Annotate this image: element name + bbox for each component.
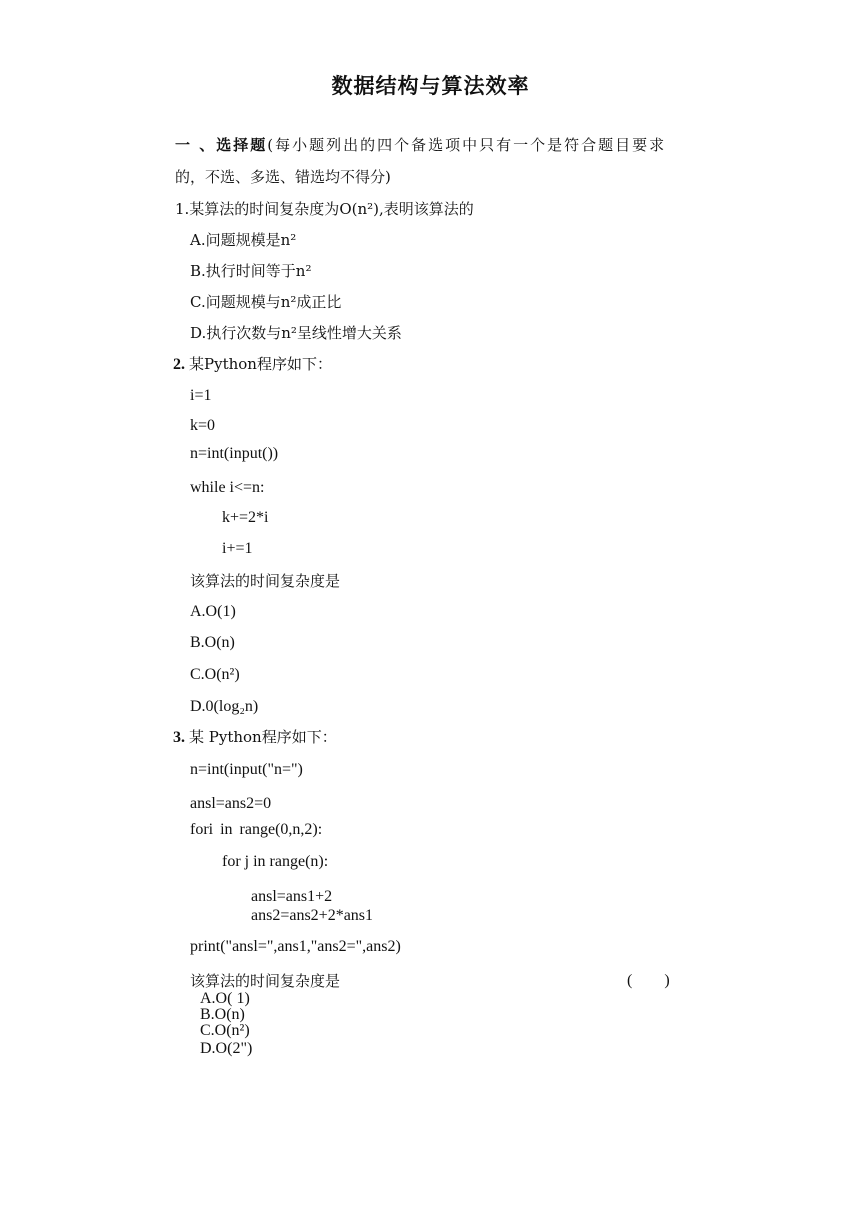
q3-option-d: D.O(2") (200, 1040, 253, 1057)
section-note-line2: 的，不选、多选、错选均不得分) (175, 168, 391, 186)
q3-code-line-2: ansl=ans2=0 (190, 795, 272, 812)
page-title: 数据结构与算法效率 (331, 74, 530, 98)
q2-code-line-2: k=0 (190, 417, 216, 434)
q1-option-b: B.执行时间等于n² (190, 262, 312, 280)
q3-option-a: A.O( 1) (200, 990, 250, 1007)
q2-option-c: C.O(n²) (190, 666, 240, 683)
section-heading: 一 、选择题 (175, 136, 268, 154)
q3-code-line-1: n=int(input("n=") (190, 761, 303, 778)
q2-option-d: D.0(log₂n) (190, 698, 259, 715)
q1-option-a: A.问题规模是n² (190, 231, 297, 249)
q3-code-line-7: print("ansl=",ans1,"ans2=",ans2) (190, 938, 401, 955)
q2-number: 2. (173, 356, 185, 373)
q2-code-line-1: i=1 (190, 387, 212, 404)
section-heading-line (175, 135, 666, 155)
q3-code-line-6: ans2=ans2+2*ans1 (251, 907, 374, 924)
q2-code-line-5: k+=2*i (222, 509, 269, 526)
q2-stem: 某Python程序如下： (189, 355, 332, 373)
q3-option-b: B.O(n) (200, 1006, 245, 1023)
q2-option-a: A.O(1) (190, 603, 236, 620)
q2-code-line-6: i+=1 (222, 540, 253, 557)
q1-stem: 1.某算法的时间复杂度为O(n²),表明该算法的 (175, 200, 474, 218)
q3-number: 3. (173, 729, 185, 746)
q3-answer-bracket: ( ) (627, 972, 670, 989)
q3-option-c: C.O(n²) (200, 1022, 250, 1039)
section-note-line1: (每小题列出的四个备选项中只有一个是符合题目要求 (267, 136, 667, 154)
q3-code-line-3: fori in range(0,n,2): (190, 821, 323, 838)
q2-code-line-4: while i<=n: (190, 479, 265, 496)
q1-option-c: C.问题规模与n²成正比 (190, 293, 342, 311)
q2-code-line-3: n=int(input()) (190, 445, 279, 462)
q2-question: 该算法的时间复杂度是 (190, 572, 341, 590)
q3-stem: 某 Python程序如下： (189, 728, 337, 746)
q1-option-d: D.执行次数与n²呈线性增大关系 (190, 324, 402, 342)
q2-option-b: B.O(n) (190, 634, 235, 651)
q2-stem-line (173, 354, 332, 375)
q3-question: 该算法的时间复杂度是 (190, 972, 341, 990)
q3-code-line-4: for j in range(n): (222, 853, 329, 870)
q3-stem-line (173, 727, 337, 748)
q3-code-line-5: ansl=ans1+2 (251, 888, 333, 905)
